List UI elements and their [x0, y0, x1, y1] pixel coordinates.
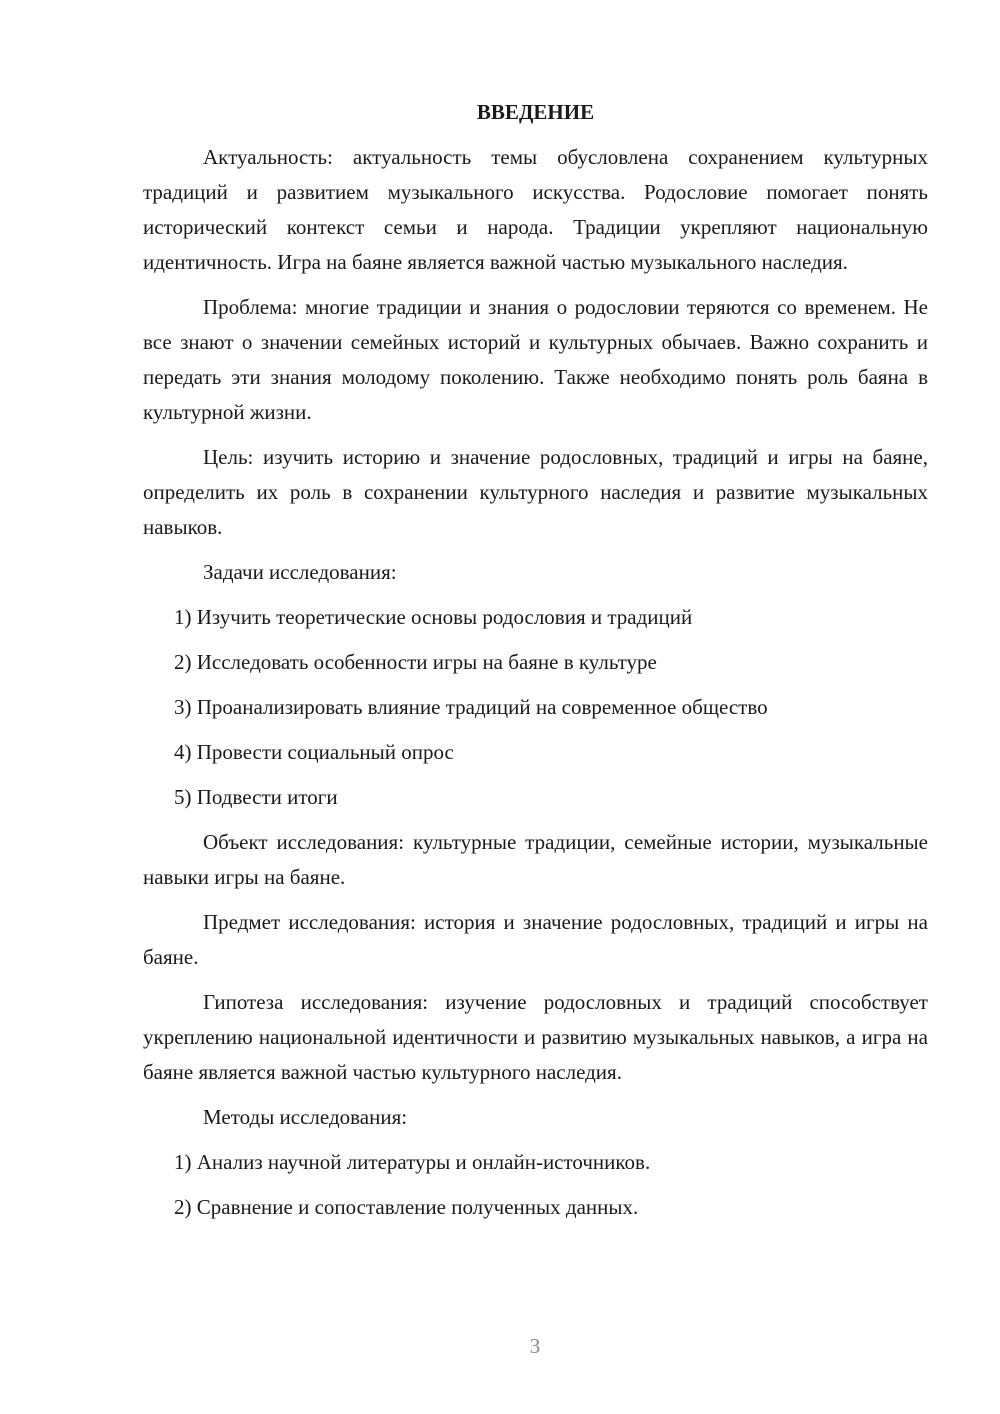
task-item: 1) Изучить теоретические основы родословия и традиций	[174, 605, 693, 629]
hypothesis-paragraph: Гипотеза исследования: изучение родословных и традиций способствует укреплению национальной идентичности и развитию музыкальных навыков, а игра на баяне является важной частью культурного наследия.	[143, 990, 928, 1084]
page-body	[143, 95, 928, 1235]
section-title: ВВЕДЕНИЕ	[476, 100, 595, 124]
goal-paragraph: Цель: изучить историю и значение родословных, традиций и игры на баяне, определить их роль в сохранении культурного наследия и развитие музыкальных навыков.	[143, 445, 928, 539]
methods-heading: Методы исследования:	[203, 1105, 408, 1129]
page-number: 3	[529, 1334, 541, 1358]
subject-paragraph: Предмет исследования: история и значение родословных, традиций и игры на баяне.	[143, 910, 928, 969]
object-paragraph: Объект исследования: культурные традиции, семейные истории, музыкальные навыки игры на баяне.	[143, 830, 928, 889]
task-item: 5) Подвести итоги	[174, 785, 338, 809]
method-item: 1) Анализ научной литературы и онлайн-источников.	[174, 1150, 651, 1174]
task-item: 2) Исследовать особенности игры на баяне в культуре	[174, 650, 657, 674]
tasks-heading: Задачи исследования:	[203, 560, 397, 584]
problem-paragraph: Проблема: многие традиции и знания о родословии теряются со временем. Не все знают о значении семейных историй и культурных обычаев. Важно сохранить и передать эти знания молодому поколению. Также необходимо понять роль баяна в культурной жизни.	[143, 295, 928, 424]
method-item: 2) Сравнение и сопоставление полученных данных.	[174, 1195, 639, 1219]
task-item: 3) Проанализировать влияние традиций на современное общество	[174, 695, 768, 719]
task-item: 4) Провести социальный опрос	[174, 740, 454, 764]
relevance-paragraph: Актуальность: актуальность темы обусловлена сохранением культурных традиций и развитием музыкального искусства. Родословие помогает понять исторический контекст семьи и народа. Традиции укрепляют национальную идентичность. Игра на баяне является важной частью музыкального наследия.	[143, 145, 928, 274]
